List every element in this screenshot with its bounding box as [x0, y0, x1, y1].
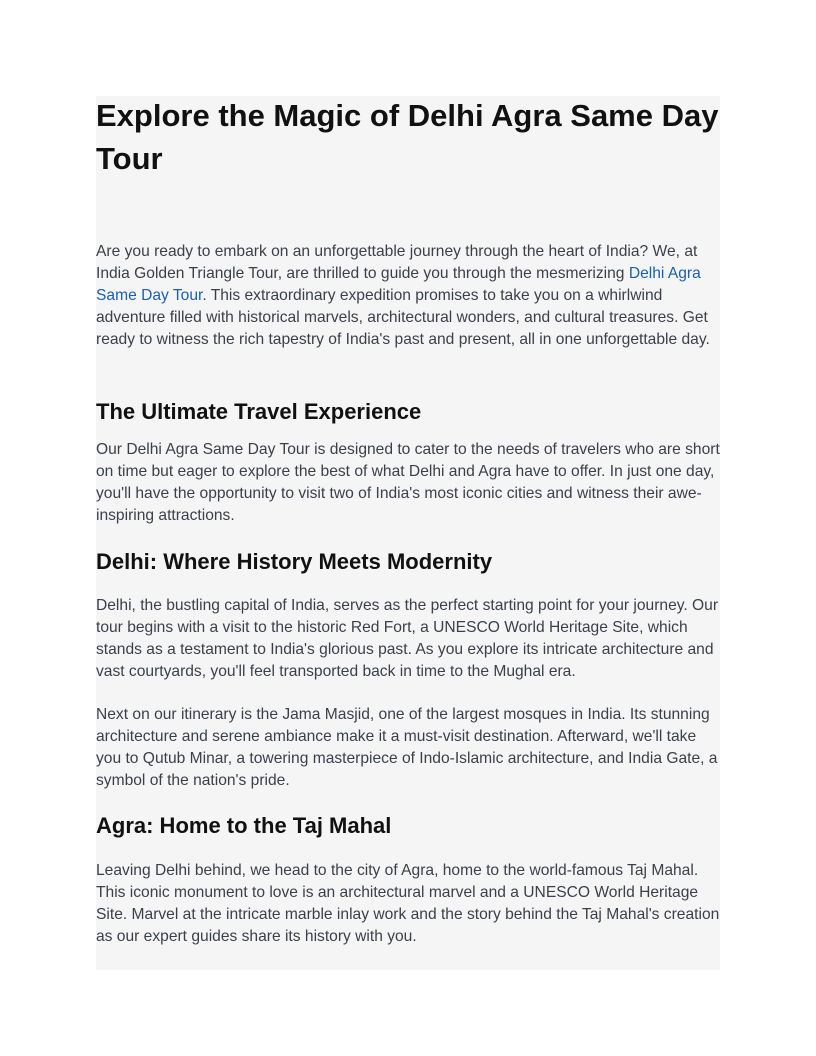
- delhi-paragraph-1: Delhi, the bustling capital of India, serves as the perfect starting point for your journey. Our tour begins with a visit to the historic Red Fort, a UNESCO World Heritage Site, which stands as a testament to India's glorious past. As you explore its intricate architecture and vast courtyards, you'll feel transported back in time to the Mughal era.: [96, 597, 719, 680]
- page-title: Explore the Magic of Delhi Agra Same Day Tour: [96, 98, 719, 176]
- tour-link[interactable]: Delhi Agra Same Day Tour: [96, 265, 701, 304]
- section-heading-delhi: Delhi: Where History Meets Modernity: [96, 549, 493, 574]
- intro-paragraph: [96, 241, 720, 351]
- travel-experience-paragraph: Our Delhi Agra Same Day Tour is designed to cater to the needs of travelers who are short on time but eager to explore the best of what Delhi and Agra have to offer. In just one day, you'll have the opportunity to visit two of India's most iconic cities and witness their awe-inspiring attractions.: [96, 441, 720, 524]
- intro-text-end: . This extraordinary expedition promises to take you on a whirlwind adventure filled with historical marvels, architectural wonders, and cultural treasures. Get ready to witness the rich tapestry of India's past and present, all in one unforgettable day.: [96, 287, 710, 348]
- agra-paragraph: Leaving Delhi behind, we head to the city of Agra, home to the world-famous Taj Mahal. This iconic monument to love is an architectural marvel and a UNESCO World Heritage Site. Marvel at the intricate marble inlay work and the story behind the Taj Mahal's creation as our expert guides share its history with you.: [96, 862, 720, 945]
- section-heading-travel-experience: The Ultimate Travel Experience: [96, 399, 422, 424]
- intro-text-start: Are you ready to embark on an unforgettable journey through the heart of India? We, at India Golden Triangle Tour, are thrilled to guide you through the mesmerizing: [96, 243, 698, 282]
- delhi-paragraph-2: Next on our itinerary is the Jama Masjid, one of the largest mosques in India. Its stunning architecture and serene ambiance make it a must-visit destination. Afterward, we'll take you to Qutub Minar, a towering masterpiece of Indo-Islamic architecture, and India Gate, a symbol of the nation's pride.: [96, 706, 718, 789]
- section-heading-agra: Agra: Home to the Taj Mahal: [96, 813, 392, 838]
